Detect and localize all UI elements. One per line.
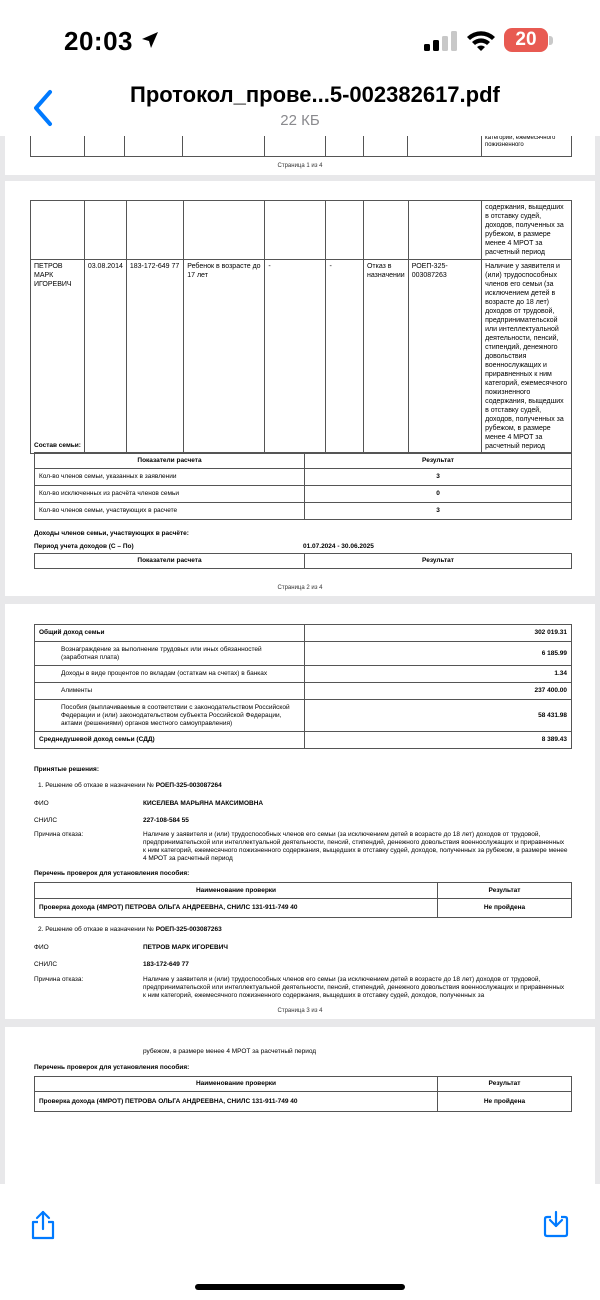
decision-prefix: 1. Решение об отказе в назначении № (38, 782, 154, 789)
checks-header-result: Результат (438, 883, 572, 899)
table-row (35, 486, 572, 503)
table-row (35, 469, 572, 486)
page-number: Страница 3 из 4 (277, 1008, 323, 1014)
fio-value: ПЕТРОВ МАРК ИГОРЕВИЧ (143, 944, 228, 951)
cell-reason: Наличие у заявителя и (или) трудоспособных членов его семьи (за исключением детей в возрасте до 18 лет) доходов от трудовой, предпринимательской или интеллектуальной деятельности, пенсий, стипендий, денежного довольствия военнослужащих и приравненных к ним категорий, ежемесячного пожизненного содержания, выщедших в отставку судей, доходов, полученных за рубежом, в размере менее 4 МРОТ за расчетный период (482, 260, 572, 454)
file-header (0, 80, 600, 136)
pdf-page-1 (5, 136, 595, 175)
cell-relation: Ребенок в возрасте до 17 лет (184, 260, 265, 454)
income-section-title: Доходы членов семьи, участвующих в расчёте: (34, 530, 189, 537)
income-header-indicator: Показатели расчета (35, 554, 305, 569)
family-row-value: 3 (305, 469, 572, 486)
table-header-row (35, 554, 572, 569)
checks-header-result: Результат (438, 1077, 572, 1092)
pdf-document-view[interactable] (0, 136, 600, 1184)
income-row-label: Доходы в виде процентов по вкладам (остаткам на счетах) в банках (35, 666, 305, 683)
page-number: Страница 2 из 4 (277, 585, 323, 591)
decisions-title: Принятые решения: (34, 766, 100, 773)
status-bar (0, 0, 600, 80)
table-header-row (35, 453, 572, 469)
page-number: Страница 1 из 4 (277, 163, 323, 169)
cell-name: ПЕТРОВ МАРК ИГОРЕВИЧ (31, 260, 85, 454)
checks-title: Перечень проверок для установления пособия: (34, 870, 190, 877)
cell-number: РОЕП-325-003087263 (408, 260, 481, 454)
cell-dob: 03.08.2014 (84, 260, 126, 454)
decision-1-heading (38, 782, 222, 790)
fio-label: ФИО (34, 800, 49, 807)
status-time: 20:03 (64, 26, 133, 56)
cell-empty-1: - (265, 260, 326, 454)
battery-tip (549, 36, 553, 45)
table-row (31, 260, 572, 454)
family-row-label: Кол-во исключенных из расчёта членов семьи (35, 486, 305, 503)
home-indicator[interactable] (195, 1284, 405, 1290)
family-section-title: Состав семьи: (34, 442, 81, 449)
file-title: Протокол_прове...5-002382617.pdf (130, 82, 500, 107)
income-header-table (34, 553, 572, 569)
decision-number: РОЕП-325-003087264 (155, 782, 222, 789)
share-icon[interactable] (30, 1210, 56, 1240)
reason-text: Наличие у заявителя и (или) трудоспособных членов его семьи (за исключением детей в возрасте до 18 лет) доходов от трудовой, предпринимательской или интеллектуальной деятельности, пенсий, стипендий, денежного довольствия военнослужащих и приравненных к ним категорий, ежемесячного пожизненного содержания, выщедших в отставку судей, доходов, полученных за рубежом, в размере менее 4 МРОТ за расчетный период (143, 831, 568, 862)
cell-snils: 183-172-649 77 (126, 260, 183, 454)
reason-text: Наличие у заявителя и (или) трудоспособных членов его семьи (за исключением детей в возрасте до 18 лет) доходов от трудовой, предпринимательской или интеллектуальной деятельности, пенсий, стипендий, денежного довольствия военнослужащих и приравненных к ним категорий, ежемесячного пожизненного содержания, выщедших в отставку судей, доходов, полученных за (143, 976, 565, 999)
fio-label: ФИО (34, 944, 49, 951)
family-row-value: 3 (305, 503, 572, 520)
family-header-result: Результат (305, 453, 572, 469)
table-row (35, 642, 572, 666)
reason-label: Причина отказа: (34, 976, 84, 983)
table-row (35, 503, 572, 520)
check-result: Не пройдена (438, 1092, 572, 1112)
cell-reason-cont: содержания, выщедших в отставку судей, доходов, полученных за рубежом, в размере менее 4 МРОТ за расчетный период (482, 201, 572, 260)
income-row-label: Алименты (35, 683, 305, 700)
file-size: 22 КБ (280, 112, 320, 129)
check-name: Проверка дохода (4МРОТ) ПЕТРОВА ОЛЬГА АНДРЕЕВНА, СНИЛС 131-911-749 40 (35, 899, 438, 918)
income-details-table (34, 624, 572, 749)
table-row (31, 201, 572, 260)
checks-title: Перечень проверок для установления пособия: (34, 1064, 190, 1071)
bottom-toolbar (0, 1184, 600, 1300)
pdf-page-2 (5, 181, 595, 596)
family-row-label: Кол-во членов семьи, участвующих в расчете (35, 503, 305, 520)
snils-label: СНИЛС (34, 817, 58, 824)
pdf-page-4 (5, 1027, 595, 1184)
page1-snippet-line1: категории, ежемесячного (485, 136, 556, 141)
income-row-label: Вознаграждение за выполнение трудовых или иных обязанностей (заработная плата) (35, 642, 305, 666)
income-row-value: 302 019.31 (305, 625, 572, 642)
table-row (35, 700, 572, 732)
checks-header-name: Наименование проверки (35, 883, 438, 899)
income-row-label: Общий доход семьи (35, 625, 305, 642)
battery-indicator: 20 (504, 28, 548, 52)
income-header-result: Результат (305, 554, 572, 569)
pdf-page-3 (5, 604, 595, 1019)
table-header-row (35, 1077, 572, 1092)
family-members-table (30, 200, 572, 454)
download-icon[interactable] (542, 1210, 570, 1238)
checks-table (34, 882, 572, 918)
period-label: Период учета доходов (С – По) (34, 543, 134, 550)
check-name: Проверка дохода (4МРОТ) ПЕТРОВА ОЛЬГА АНДРЕЕВНА, СНИЛС 131-911-749 40 (35, 1092, 438, 1112)
income-row-value: 1.34 (305, 666, 572, 683)
family-composition-table (34, 452, 572, 520)
reason-text-cont: рубежом, в размере менее 4 МРОТ за расчетный период (143, 1048, 317, 1055)
table-row (35, 625, 572, 642)
table-header-row (35, 883, 572, 899)
wifi-icon (466, 29, 496, 51)
family-row-value: 0 (305, 486, 572, 503)
family-header-indicator: Показатели расчета (35, 453, 305, 469)
cell-decision: Отказ в назначении (363, 260, 408, 454)
decision-prefix: 2. Решение об отказе в назначении № (38, 926, 154, 933)
income-row-label: Среднедушевой доход семьи (СДД) (35, 732, 305, 749)
check-result: Не пройдена (438, 899, 572, 918)
page1-table-tail (30, 136, 572, 157)
cellular-signal-icon (424, 31, 458, 51)
page1-snippet-line2: пожизненного (485, 142, 524, 148)
snils-value: 183-172-649 77 (143, 961, 189, 968)
family-row-label: Кол-во членов семьи, указанных в заявлении (35, 469, 305, 486)
decision-2-heading (38, 926, 222, 934)
decision-number: РОЕП-325-003087263 (155, 926, 222, 933)
location-arrow-icon (140, 30, 160, 50)
income-row-value: 58 431.98 (305, 700, 572, 732)
table-row (35, 732, 572, 749)
cell-empty-2: - (326, 260, 363, 454)
reason-label: Причина отказа: (34, 831, 84, 838)
checks-header-name: Наименование проверки (35, 1077, 438, 1092)
fio-value: КИСЕЛЕВА МАРЬЯНА МАКСИМОВНА (143, 800, 264, 807)
income-row-value: 8 389.43 (305, 732, 572, 749)
table-row (35, 1092, 572, 1112)
period-value: 01.07.2024 - 30.06.2025 (303, 543, 374, 550)
table-row (35, 666, 572, 683)
table-row (35, 683, 572, 700)
snils-label: СНИЛС (34, 961, 58, 968)
income-row-value: 6 185.99 (305, 642, 572, 666)
checks-table (34, 1076, 572, 1112)
income-row-value: 237 400.00 (305, 683, 572, 700)
snils-value: 227-108-584 55 (143, 817, 189, 824)
income-row-label: Пособия (выплачиваемые в соответствии с законодательством Российской Федерации и (или) законодательством субъекта Российской Федерации, актами (решениями) органов местного самоуправления) (35, 700, 305, 732)
table-row (35, 899, 572, 918)
